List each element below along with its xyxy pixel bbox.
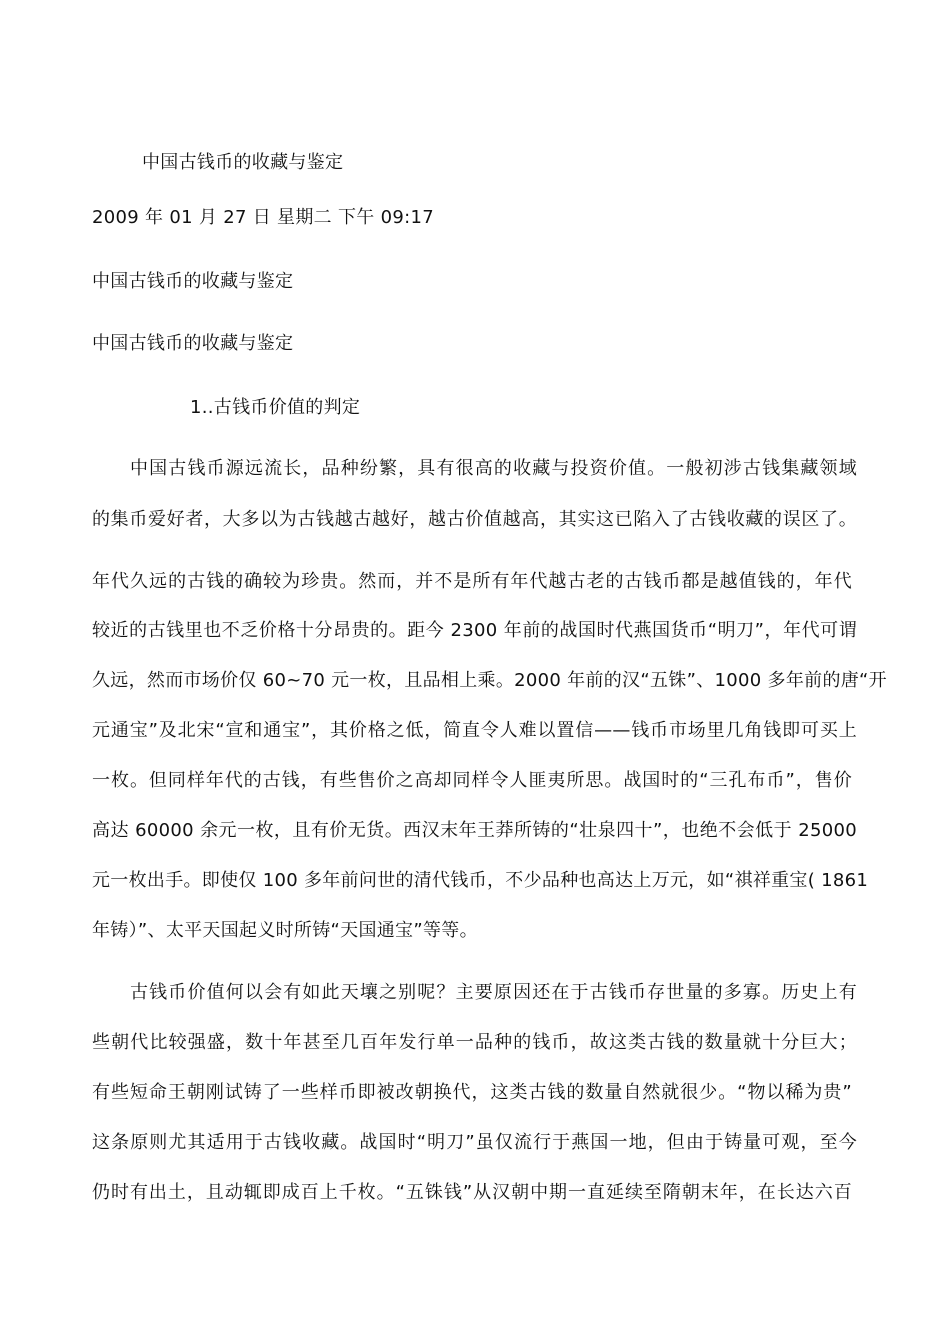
paragraph-line: 些朝代比较强盛，数十年甚至几百年发行单一品种的钱币，故这类古钱的数量就十分巨大；: [92, 1032, 857, 1053]
paragraph-line: 古钱币价值何以会有如此天壤之别呢？主要原因还在于古钱币存世量的多寡。历史上有: [130, 982, 857, 1003]
paragraph-line: 的集币爱好者，大多以为古钱越古越好，越古价值越高，其实这已陷入了古钱收藏的误区了。: [92, 509, 857, 530]
post-datetime: 2009 年 01 月 27 日 星期二 下午 09:17: [92, 207, 434, 228]
heading-1: 中国古钱币的收藏与鉴定: [92, 271, 294, 292]
paragraph-line: 仍时有出土，且动辄即成百上千枚。“五铢钱”从汉朝中期一直延续至隋朝末年，在长达六百: [92, 1182, 852, 1203]
paragraph-line: 较近的古钱里也不乏价格十分昂贵的。距今 2300 年前的战国时代燕国货币“明刀”，年代可谓: [92, 620, 857, 641]
section-title: 1..古钱币价值的判定: [190, 397, 361, 418]
document-title: 中国古钱币的收藏与鉴定: [142, 152, 344, 173]
heading-2: 中国古钱币的收藏与鉴定: [92, 333, 294, 354]
paragraph-line: 元通宝”及北宋“宣和通宝”，其价格之低，简直令人难以置信——钱币市场里几角钱即可买上: [92, 720, 857, 741]
paragraph-line: 元一枚出手。即使仅 100 多年前问世的清代钱币，不少品种也高达上万元，如“祺祥重宝( 1861: [92, 870, 869, 891]
paragraph-line: 有些短命王朝刚试铸了一些样币即被改朝换代，这类古钱的数量自然就很少。“物以稀为贵”: [92, 1082, 852, 1103]
paragraph-line: 久远，然而市场价仅 60~70 元一枚，且品相上乘。2000 年前的汉“五铢”、1000 多年前的唐“开: [92, 670, 887, 691]
paragraph-line: 这条原则尤其适用于古钱收藏。战国时“明刀”虽仅流行于燕国一地，但由于铸量可观，至今: [92, 1132, 857, 1153]
paragraph-line: 中国古钱币源远流长，品种纷繁，具有很高的收藏与投资价值。一般初涉古钱集藏领域: [130, 458, 857, 479]
paragraph-line: 一枚。但同样年代的古钱，有些售价之高却同样令人匪夷所思。战国时的“三孔布币”，售价: [92, 770, 852, 791]
paragraph-line: 年代久远的古钱的确较为珍贵。然而，并不是所有年代越古老的古钱币都是越值钱的，年代: [92, 571, 852, 592]
paragraph-line: 高达 60000 余元一枚，且有价无货。西汉末年王莽所铸的“壮泉四十”，也绝不会低于 25000: [92, 820, 857, 841]
paragraph-line: 年铸）”、太平天国起义时所铸“天国通宝”等等。: [92, 920, 478, 941]
